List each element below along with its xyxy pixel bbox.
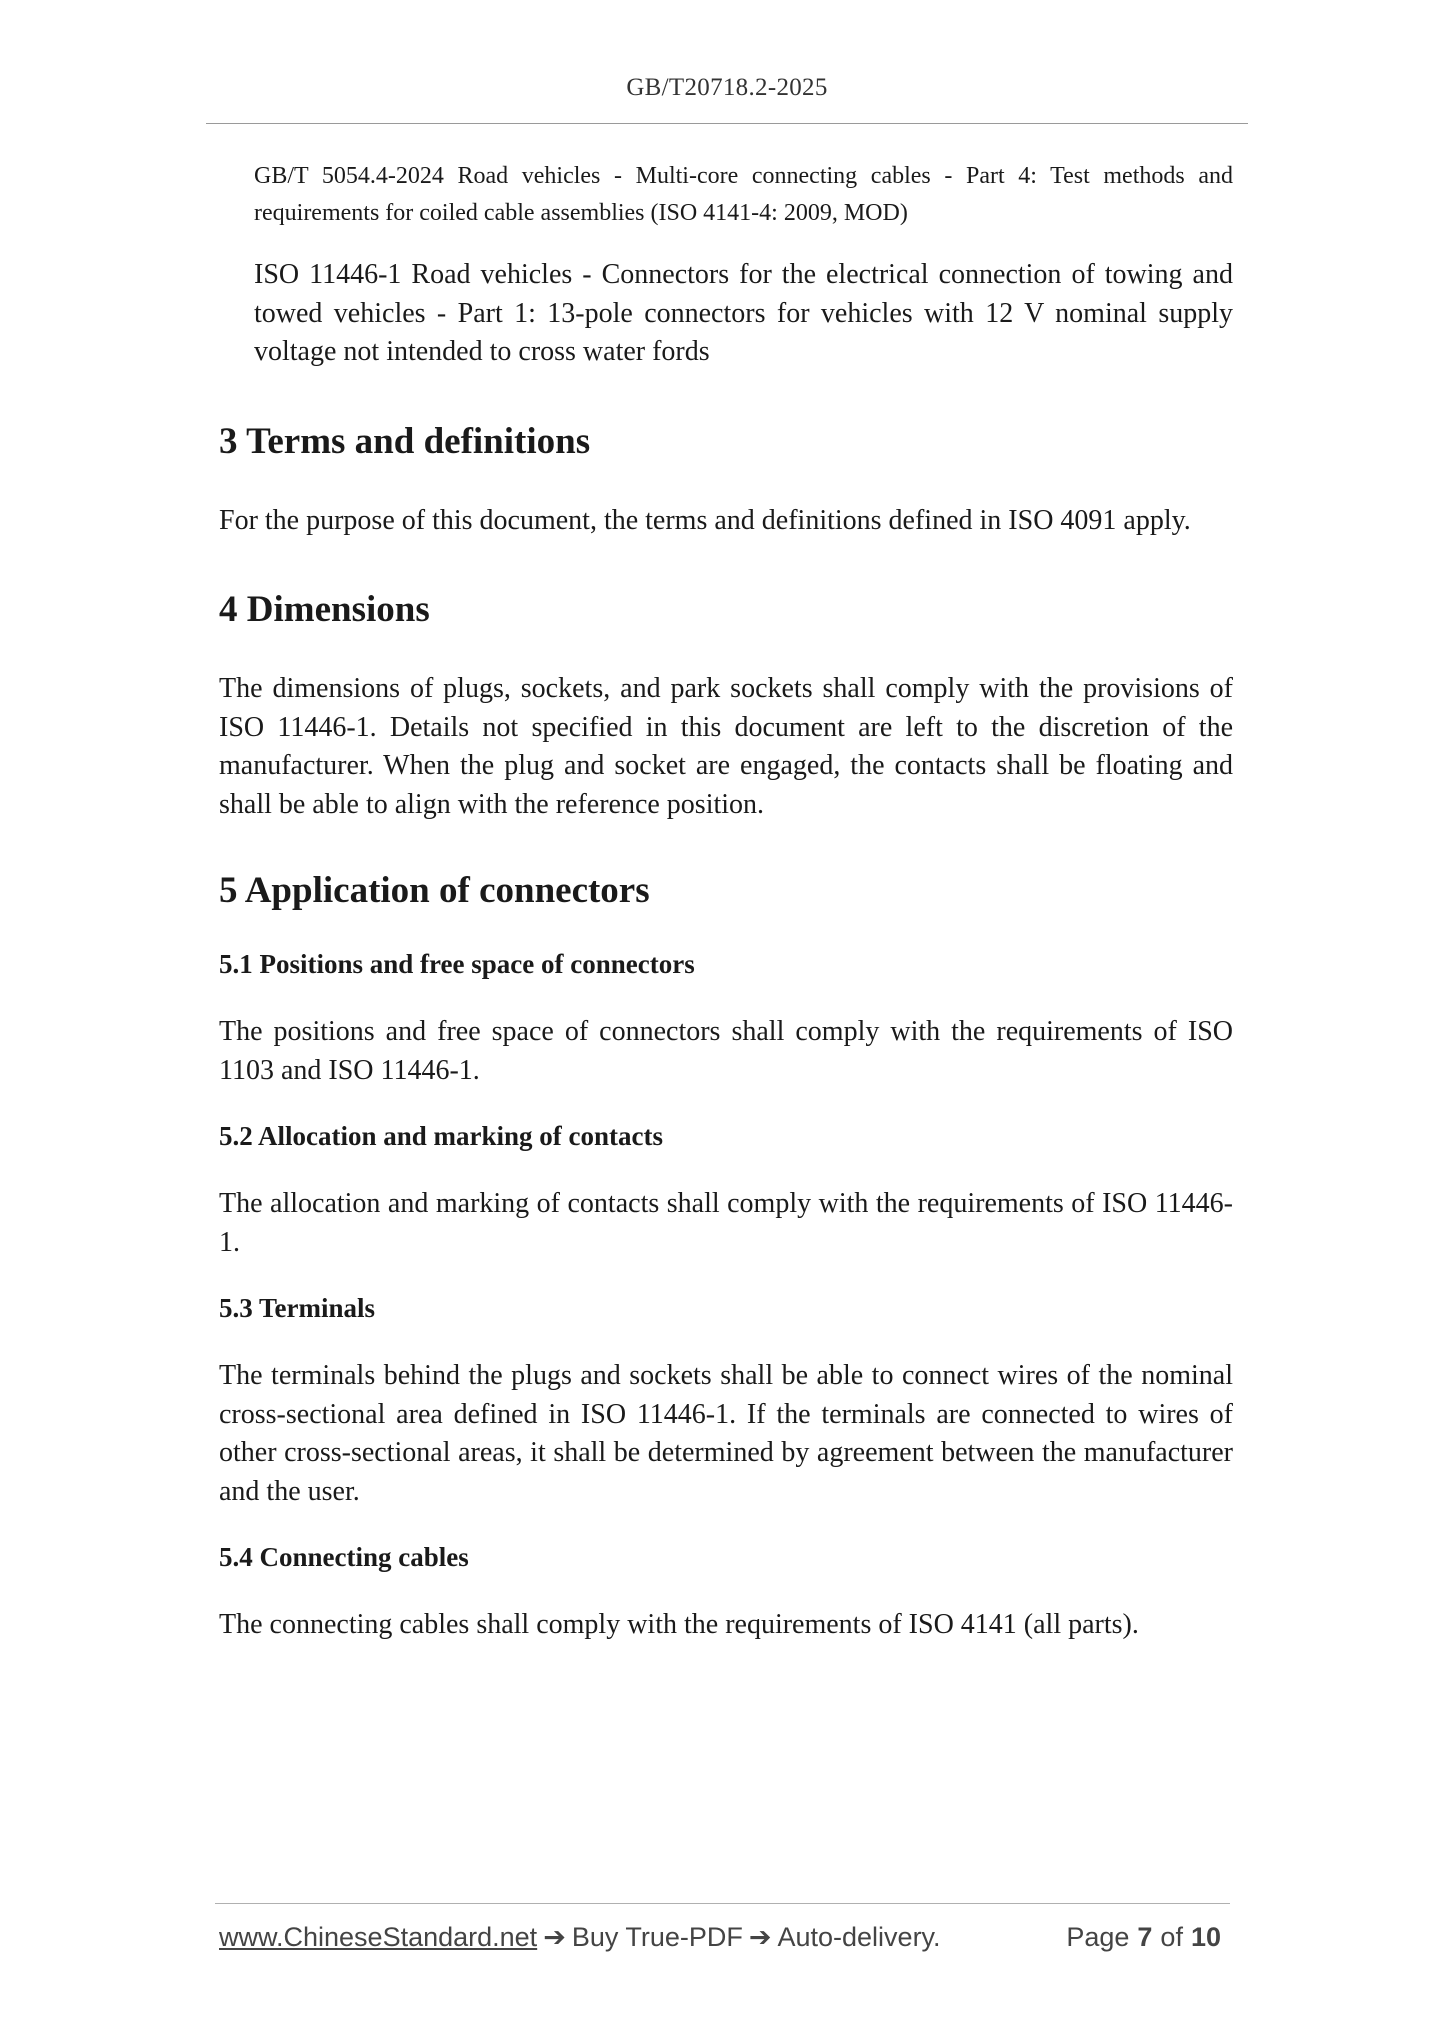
reference-item: GB/T 5054.4-2024 Road vehicles - Multi-core connecting cables - Part 4: Test methods and requirements for coiled cable assemblies (ISO 4141-4: 2009, MOD) — [254, 163, 1233, 226]
normative-references-list — [219, 158, 1233, 372]
page-indicator — [1066, 1922, 1221, 1953]
section-4-heading: 4 Dimensions — [219, 589, 430, 630]
buy-true-pdf-text: Buy True-PDF — [571, 1922, 743, 1952]
arrow-right-icon: ➔ — [543, 1922, 566, 1952]
document-number: GB/T20718.2-2025 — [626, 74, 828, 101]
section-5-4-heading: 5.4 Connecting cables — [219, 1542, 469, 1572]
document-body — [219, 158, 1233, 1645]
section-5-heading: 5 Application of connectors — [219, 870, 650, 911]
section-5-3-heading: 5.3 Terminals — [219, 1293, 376, 1323]
section-4-text: The dimensions of plugs, sockets, and park sockets shall comply with the provisions of ISO 11446-1. Details not specified in this document are left to the discretion of the manufacturer. When the plug and socket are engaged, the contacts shall be floating and shall be able to align with the reference position. — [219, 673, 1233, 820]
section-3-text: For the purpose of this document, the terms and definitions defined in ISO 4091 apply. — [219, 504, 1191, 536]
section-5-4-text: The connecting cables shall comply with the requirements of ISO 4141 (all parts). — [219, 1609, 1139, 1640]
section-5-1-heading: 5.1 Positions and free space of connectors — [219, 949, 695, 979]
reference-item: ISO 11446-1 Road vehicles - Connectors for the electrical connection of towing and towed vehicles - Part 1: 13-pole connectors for vehicles with 12 V nominal supply voltage not intended to cross water fords — [254, 259, 1233, 367]
current-page-number: 7 — [1137, 1922, 1153, 1952]
section-5-2-text: The allocation and marking of contacts shall comply with the requirements of ISO 11446-1. — [219, 1188, 1233, 1258]
footer-promo — [219, 1922, 941, 1953]
section-3-heading: 3 Terms and definitions — [219, 420, 591, 462]
of-label: of — [1160, 1922, 1183, 1952]
section-5-2-heading: 5.2 Allocation and marking of contacts — [219, 1121, 664, 1151]
page-header — [206, 0, 1248, 124]
footer-divider — [215, 1903, 1230, 1904]
page-label: Page — [1066, 1922, 1130, 1952]
auto-delivery-text: Auto-delivery. — [777, 1922, 941, 1952]
section-5-1-text: The positions and free space of connectors shall comply with the requirements of ISO 1103 and ISO 11446-1. — [219, 1016, 1233, 1086]
section-5-3-text: The terminals behind the plugs and sockets shall be able to connect wires of the nominal cross-sectional area defined in ISO 11446-1. If the terminals are connected to wires of other cross-sectional areas, it shall be determined by agreement between the manufacturer and the user. — [219, 1360, 1233, 1507]
total-page-number: 10 — [1190, 1922, 1221, 1952]
arrow-right-icon: ➔ — [748, 1922, 772, 1952]
website-link[interactable]: www.ChineseStandard.net — [219, 1922, 538, 1952]
